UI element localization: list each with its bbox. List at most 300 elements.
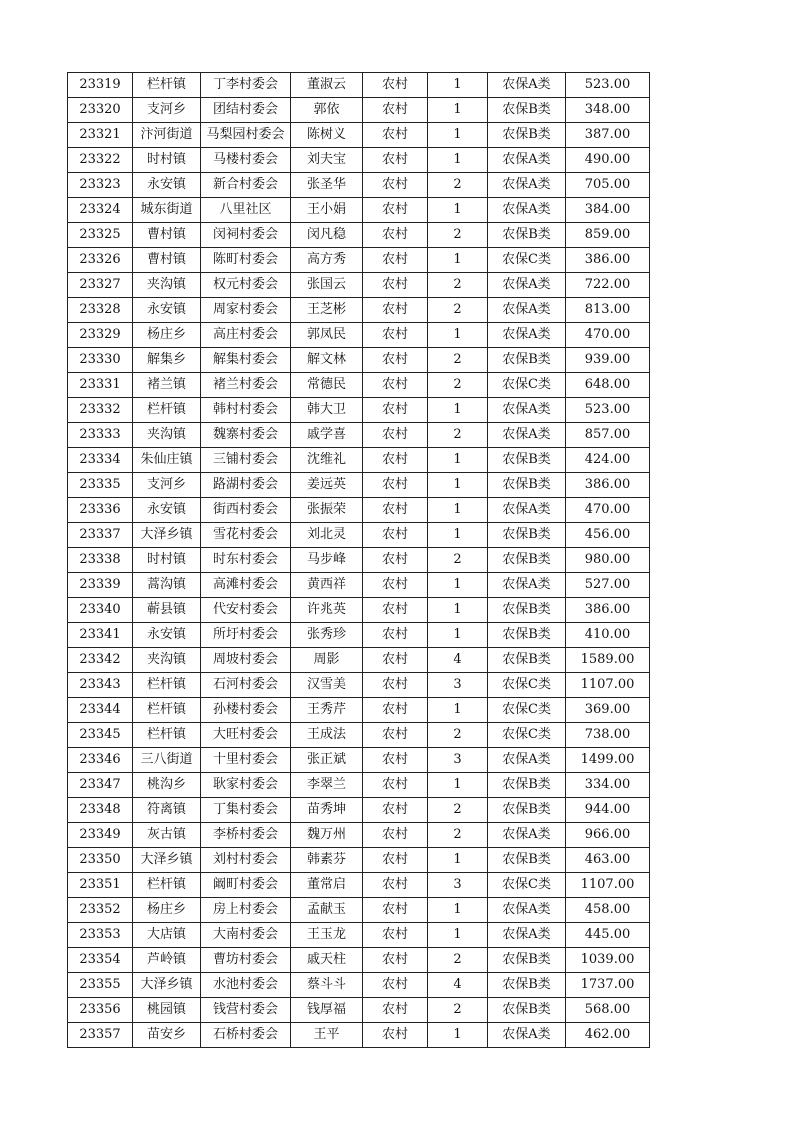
cell-village: 八里社区 [201, 198, 291, 223]
cell-town: 支河乡 [133, 98, 201, 123]
cell-category: 农保B类 [488, 648, 566, 673]
cell-count: 1 [428, 898, 488, 923]
table-row [68, 848, 650, 873]
cell-count: 1 [428, 598, 488, 623]
cell-count: 2 [428, 948, 488, 973]
cell-town: 芦岭镇 [133, 948, 201, 973]
cell-type: 农村 [363, 298, 428, 323]
cell-id: 23325 [68, 223, 133, 248]
cell-town: 大店镇 [133, 923, 201, 948]
cell-category: 农保A类 [488, 573, 566, 598]
cell-count: 2 [428, 423, 488, 448]
cell-town: 杨庄乡 [133, 898, 201, 923]
cell-village: 阚町村委会 [201, 873, 291, 898]
benefit-table [67, 72, 650, 1048]
cell-count: 2 [428, 823, 488, 848]
cell-name: 周影 [291, 648, 363, 673]
cell-count: 4 [428, 648, 488, 673]
table-row [68, 748, 650, 773]
cell-type: 农村 [363, 498, 428, 523]
cell-village: 石河村委会 [201, 673, 291, 698]
cell-name: 王秀芹 [291, 698, 363, 723]
cell-town: 永安镇 [133, 173, 201, 198]
cell-amount: 1589.00 [566, 648, 650, 673]
cell-category: 农保B类 [488, 848, 566, 873]
cell-town: 蒿沟镇 [133, 573, 201, 598]
cell-category: 农保A类 [488, 748, 566, 773]
cell-type: 农村 [363, 73, 428, 98]
cell-town: 栏杆镇 [133, 723, 201, 748]
table-row [68, 73, 650, 98]
cell-count: 1 [428, 248, 488, 273]
cell-name: 钱厚福 [291, 998, 363, 1023]
cell-name: 张国云 [291, 273, 363, 298]
cell-village: 水池村委会 [201, 973, 291, 998]
cell-name: 苗秀坤 [291, 798, 363, 823]
cell-type: 农村 [363, 173, 428, 198]
cell-village: 钱营村委会 [201, 998, 291, 1023]
cell-amount: 523.00 [566, 398, 650, 423]
cell-name: 姜远英 [291, 473, 363, 498]
cell-category: 农保A类 [488, 923, 566, 948]
cell-village: 李桥村委会 [201, 823, 291, 848]
cell-amount: 1107.00 [566, 673, 650, 698]
cell-type: 农村 [363, 273, 428, 298]
cell-type: 农村 [363, 598, 428, 623]
cell-count: 1 [428, 198, 488, 223]
cell-name: 沈维礼 [291, 448, 363, 473]
cell-id: 23329 [68, 323, 133, 348]
cell-type: 农村 [363, 673, 428, 698]
cell-amount: 1039.00 [566, 948, 650, 973]
cell-town: 蕲县镇 [133, 598, 201, 623]
table-row [68, 973, 650, 998]
cell-count: 2 [428, 173, 488, 198]
cell-name: 李翠兰 [291, 773, 363, 798]
cell-category: 农保A类 [488, 148, 566, 173]
cell-id: 23336 [68, 498, 133, 523]
cell-count: 1 [428, 323, 488, 348]
cell-category: 农保B类 [488, 223, 566, 248]
cell-town: 符离镇 [133, 798, 201, 823]
cell-town: 苗安乡 [133, 1023, 201, 1048]
cell-name: 王玉龙 [291, 923, 363, 948]
cell-name: 解文林 [291, 348, 363, 373]
cell-id: 23350 [68, 848, 133, 873]
cell-id: 23323 [68, 173, 133, 198]
cell-id: 23348 [68, 798, 133, 823]
cell-count: 1 [428, 523, 488, 548]
cell-village: 刘村村委会 [201, 848, 291, 873]
cell-amount: 445.00 [566, 923, 650, 948]
cell-count: 2 [428, 548, 488, 573]
table-row [68, 323, 650, 348]
table-row [68, 198, 650, 223]
cell-category: 农保A类 [488, 323, 566, 348]
cell-id: 23353 [68, 923, 133, 948]
cell-id: 23341 [68, 623, 133, 648]
cell-category: 农保A类 [488, 898, 566, 923]
cell-town: 永安镇 [133, 498, 201, 523]
cell-name: 魏万州 [291, 823, 363, 848]
cell-amount: 1737.00 [566, 973, 650, 998]
cell-village: 周家村委会 [201, 298, 291, 323]
cell-village: 权元村委会 [201, 273, 291, 298]
cell-count: 1 [428, 448, 488, 473]
cell-amount: 470.00 [566, 323, 650, 348]
cell-category: 农保A类 [488, 1023, 566, 1048]
table-row [68, 398, 650, 423]
cell-id: 23322 [68, 148, 133, 173]
cell-id: 23337 [68, 523, 133, 548]
cell-id: 23345 [68, 723, 133, 748]
cell-category: 农保B类 [488, 348, 566, 373]
cell-category: 农保B类 [488, 948, 566, 973]
cell-count: 1 [428, 148, 488, 173]
cell-count: 1 [428, 698, 488, 723]
table-row [68, 898, 650, 923]
cell-category: 农保A类 [488, 273, 566, 298]
cell-amount: 458.00 [566, 898, 650, 923]
table-row [68, 698, 650, 723]
cell-amount: 966.00 [566, 823, 650, 848]
cell-count: 1 [428, 923, 488, 948]
cell-id: 23344 [68, 698, 133, 723]
table-row [68, 798, 650, 823]
table-row [68, 523, 650, 548]
cell-town: 栏杆镇 [133, 673, 201, 698]
cell-amount: 705.00 [566, 173, 650, 198]
cell-type: 农村 [363, 873, 428, 898]
cell-count: 3 [428, 673, 488, 698]
cell-amount: 527.00 [566, 573, 650, 598]
cell-category: 农保B类 [488, 598, 566, 623]
cell-amount: 470.00 [566, 498, 650, 523]
cell-name: 张振荣 [291, 498, 363, 523]
cell-type: 农村 [363, 473, 428, 498]
table-row [68, 298, 650, 323]
cell-type: 农村 [363, 1023, 428, 1048]
cell-type: 农村 [363, 548, 428, 573]
cell-name: 马步峰 [291, 548, 363, 573]
cell-town: 汴河街道 [133, 123, 201, 148]
cell-name: 戚天柱 [291, 948, 363, 973]
table-row [68, 648, 650, 673]
cell-id: 23356 [68, 998, 133, 1023]
cell-category: 农保B类 [488, 548, 566, 573]
cell-id: 23343 [68, 673, 133, 698]
cell-village: 闵祠村委会 [201, 223, 291, 248]
cell-village: 曹坊村委会 [201, 948, 291, 973]
table-row [68, 248, 650, 273]
table-row [68, 873, 650, 898]
cell-amount: 386.00 [566, 473, 650, 498]
cell-town: 栏杆镇 [133, 73, 201, 98]
cell-village: 韩村村委会 [201, 398, 291, 423]
cell-count: 2 [428, 298, 488, 323]
cell-name: 刘夫宝 [291, 148, 363, 173]
cell-name: 汉雪美 [291, 673, 363, 698]
cell-category: 农保A类 [488, 498, 566, 523]
cell-id: 23342 [68, 648, 133, 673]
table-row [68, 673, 650, 698]
cell-name: 韩大卫 [291, 398, 363, 423]
cell-category: 农保A类 [488, 73, 566, 98]
cell-town: 大泽乡镇 [133, 848, 201, 873]
cell-type: 农村 [363, 323, 428, 348]
cell-id: 23328 [68, 298, 133, 323]
table-row [68, 373, 650, 398]
cell-id: 23319 [68, 73, 133, 98]
cell-name: 郭凤民 [291, 323, 363, 348]
cell-town: 夹沟镇 [133, 648, 201, 673]
table-row [68, 948, 650, 973]
cell-type: 农村 [363, 198, 428, 223]
cell-village: 三铺村委会 [201, 448, 291, 473]
cell-name: 郭依 [291, 98, 363, 123]
cell-count: 1 [428, 73, 488, 98]
cell-town: 夹沟镇 [133, 423, 201, 448]
cell-type: 农村 [363, 823, 428, 848]
cell-count: 2 [428, 223, 488, 248]
cell-village: 耿家村委会 [201, 773, 291, 798]
cell-town: 栏杆镇 [133, 698, 201, 723]
cell-name: 陈树义 [291, 123, 363, 148]
cell-amount: 944.00 [566, 798, 650, 823]
cell-count: 2 [428, 798, 488, 823]
cell-category: 农保C类 [488, 873, 566, 898]
cell-type: 农村 [363, 648, 428, 673]
cell-count: 1 [428, 498, 488, 523]
cell-count: 2 [428, 273, 488, 298]
cell-count: 1 [428, 98, 488, 123]
cell-town: 曹村镇 [133, 223, 201, 248]
table-row [68, 223, 650, 248]
table-row [68, 423, 650, 448]
cell-village: 团结村委会 [201, 98, 291, 123]
cell-name: 常德民 [291, 373, 363, 398]
cell-category: 农保A类 [488, 398, 566, 423]
table-row [68, 773, 650, 798]
table-row [68, 348, 650, 373]
cell-count: 1 [428, 573, 488, 598]
cell-town: 大泽乡镇 [133, 973, 201, 998]
table-row [68, 473, 650, 498]
table-row [68, 923, 650, 948]
cell-town: 大泽乡镇 [133, 523, 201, 548]
cell-id: 23354 [68, 948, 133, 973]
cell-village: 房上村委会 [201, 898, 291, 923]
cell-village: 街西村委会 [201, 498, 291, 523]
cell-count: 2 [428, 723, 488, 748]
table-row [68, 173, 650, 198]
cell-type: 农村 [363, 748, 428, 773]
cell-name: 王成法 [291, 723, 363, 748]
table-row [68, 273, 650, 298]
cell-village: 马梨园村委会 [201, 123, 291, 148]
cell-village: 陈町村委会 [201, 248, 291, 273]
cell-amount: 648.00 [566, 373, 650, 398]
cell-type: 农村 [363, 623, 428, 648]
cell-type: 农村 [363, 148, 428, 173]
cell-town: 栏杆镇 [133, 873, 201, 898]
cell-name: 孟献玉 [291, 898, 363, 923]
cell-name: 蔡斗斗 [291, 973, 363, 998]
table-row [68, 998, 650, 1023]
cell-village: 孙楼村委会 [201, 698, 291, 723]
cell-village: 十里村委会 [201, 748, 291, 773]
cell-category: 农保B类 [488, 123, 566, 148]
cell-type: 农村 [363, 773, 428, 798]
cell-town: 桃园镇 [133, 998, 201, 1023]
cell-amount: 1107.00 [566, 873, 650, 898]
cell-category: 农保B类 [488, 973, 566, 998]
cell-count: 3 [428, 748, 488, 773]
cell-count: 1 [428, 123, 488, 148]
cell-category: 农保B类 [488, 448, 566, 473]
cell-type: 农村 [363, 123, 428, 148]
cell-type: 农村 [363, 698, 428, 723]
cell-id: 23327 [68, 273, 133, 298]
cell-amount: 387.00 [566, 123, 650, 148]
cell-count: 1 [428, 773, 488, 798]
cell-amount: 463.00 [566, 848, 650, 873]
table-row [68, 498, 650, 523]
cell-village: 大旺村委会 [201, 723, 291, 748]
cell-id: 23330 [68, 348, 133, 373]
table-row [68, 623, 650, 648]
cell-count: 1 [428, 1023, 488, 1048]
cell-village: 高庄村委会 [201, 323, 291, 348]
cell-category: 农保C类 [488, 698, 566, 723]
cell-category: 农保B类 [488, 773, 566, 798]
cell-type: 农村 [363, 848, 428, 873]
cell-amount: 384.00 [566, 198, 650, 223]
cell-id: 23346 [68, 748, 133, 773]
cell-type: 农村 [363, 523, 428, 548]
cell-amount: 1499.00 [566, 748, 650, 773]
cell-type: 农村 [363, 898, 428, 923]
cell-village: 大南村委会 [201, 923, 291, 948]
cell-count: 1 [428, 623, 488, 648]
cell-amount: 348.00 [566, 98, 650, 123]
cell-count: 3 [428, 873, 488, 898]
cell-town: 桃沟乡 [133, 773, 201, 798]
table-body [68, 73, 650, 1048]
cell-name: 王芝彬 [291, 298, 363, 323]
cell-village: 马楼村委会 [201, 148, 291, 173]
cell-name: 高方秀 [291, 248, 363, 273]
cell-amount: 386.00 [566, 598, 650, 623]
cell-type: 农村 [363, 373, 428, 398]
cell-category: 农保B类 [488, 623, 566, 648]
cell-amount: 334.00 [566, 773, 650, 798]
cell-village: 丁集村委会 [201, 798, 291, 823]
cell-town: 永安镇 [133, 623, 201, 648]
cell-type: 农村 [363, 948, 428, 973]
cell-name: 张秀珍 [291, 623, 363, 648]
cell-amount: 738.00 [566, 723, 650, 748]
cell-id: 23349 [68, 823, 133, 848]
cell-name: 王小娟 [291, 198, 363, 223]
cell-category: 农保C类 [488, 373, 566, 398]
cell-amount: 369.00 [566, 698, 650, 723]
cell-amount: 859.00 [566, 223, 650, 248]
cell-name: 闵凡稳 [291, 223, 363, 248]
cell-count: 2 [428, 998, 488, 1023]
cell-id: 23331 [68, 373, 133, 398]
cell-town: 栏杆镇 [133, 398, 201, 423]
cell-amount: 813.00 [566, 298, 650, 323]
cell-category: 农保B类 [488, 473, 566, 498]
cell-village: 所圩村委会 [201, 623, 291, 648]
cell-id: 23321 [68, 123, 133, 148]
cell-amount: 490.00 [566, 148, 650, 173]
cell-type: 农村 [363, 223, 428, 248]
cell-village: 周坡村委会 [201, 648, 291, 673]
cell-name: 韩素芬 [291, 848, 363, 873]
cell-amount: 386.00 [566, 248, 650, 273]
cell-village: 雪花村委会 [201, 523, 291, 548]
cell-name: 董淑云 [291, 73, 363, 98]
cell-village: 高滩村委会 [201, 573, 291, 598]
cell-type: 农村 [363, 923, 428, 948]
table-row [68, 823, 650, 848]
cell-category: 农保C类 [488, 673, 566, 698]
cell-town: 永安镇 [133, 298, 201, 323]
cell-type: 农村 [363, 348, 428, 373]
cell-type: 农村 [363, 423, 428, 448]
cell-category: 农保C类 [488, 248, 566, 273]
cell-id: 23351 [68, 873, 133, 898]
cell-category: 农保A类 [488, 298, 566, 323]
table-row [68, 448, 650, 473]
cell-amount: 568.00 [566, 998, 650, 1023]
cell-count: 2 [428, 348, 488, 373]
cell-amount: 462.00 [566, 1023, 650, 1048]
cell-amount: 410.00 [566, 623, 650, 648]
cell-id: 23357 [68, 1023, 133, 1048]
cell-village: 路湖村委会 [201, 473, 291, 498]
table-row [68, 548, 650, 573]
cell-count: 4 [428, 973, 488, 998]
cell-id: 23334 [68, 448, 133, 473]
cell-amount: 424.00 [566, 448, 650, 473]
cell-count: 1 [428, 473, 488, 498]
cell-village: 褚兰村委会 [201, 373, 291, 398]
cell-town: 杨庄乡 [133, 323, 201, 348]
cell-category: 农保A类 [488, 823, 566, 848]
cell-town: 朱仙庄镇 [133, 448, 201, 473]
cell-type: 农村 [363, 998, 428, 1023]
cell-category: 农保B类 [488, 98, 566, 123]
cell-name: 张圣华 [291, 173, 363, 198]
cell-count: 1 [428, 398, 488, 423]
cell-count: 2 [428, 373, 488, 398]
cell-category: 农保A类 [488, 173, 566, 198]
table-row [68, 573, 650, 598]
cell-village: 丁李村委会 [201, 73, 291, 98]
cell-town: 褚兰镇 [133, 373, 201, 398]
cell-category: 农保A类 [488, 423, 566, 448]
cell-type: 农村 [363, 448, 428, 473]
cell-village: 时东村委会 [201, 548, 291, 573]
table-row [68, 598, 650, 623]
table-row [68, 723, 650, 748]
cell-id: 23340 [68, 598, 133, 623]
cell-amount: 722.00 [566, 273, 650, 298]
cell-id: 23338 [68, 548, 133, 573]
